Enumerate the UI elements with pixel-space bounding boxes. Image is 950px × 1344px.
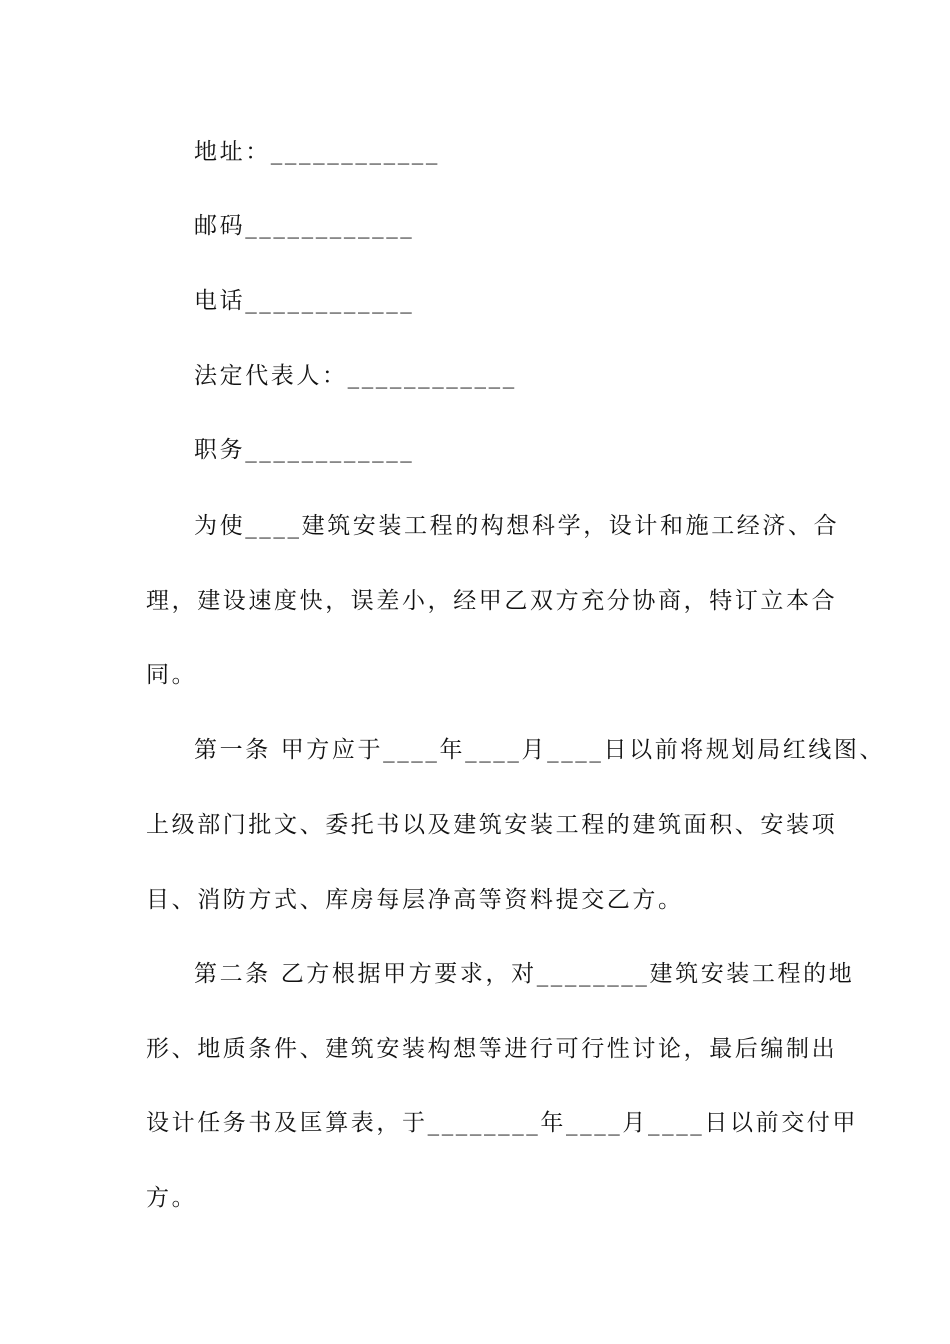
article-1-line-1: 第一条 甲方应于____年____月____日以前将规划局红线图、 <box>194 737 886 763</box>
article-2-line-4: 方。 <box>146 1185 198 1211</box>
preamble-line-3: 同。 <box>146 662 198 688</box>
article-2-line-2: 形、地质条件、建筑安装构想等进行可行性讨论，最后编制出 <box>146 1036 838 1062</box>
article-1-line-3: 目、消防方式、库房每层净高等资料提交乙方。 <box>146 887 684 913</box>
position-field: 职务____________ <box>194 437 415 463</box>
postcode-field: 邮码____________ <box>194 213 415 239</box>
address-field: 地址：____________ <box>194 139 440 165</box>
article-2-line-1: 第二条 乙方根据甲方要求，对________建筑安装工程的地 <box>194 961 855 987</box>
phone-field: 电话____________ <box>194 288 415 314</box>
article-2-line-3: 设计任务书及匡算表，于________年____月____日以前交付甲 <box>146 1110 858 1136</box>
preamble-line-2: 理，建设速度快，误差小，经甲乙双方充分协商，特订立本合 <box>146 588 838 614</box>
article-1-line-2: 上级部门批文、委托书以及建筑安装工程的建筑面积、安装项 <box>146 812 838 838</box>
preamble-line-1: 为使____建筑安装工程的构想科学，设计和施工经济、合 <box>194 513 840 539</box>
legal-representative-field: 法定代表人：____________ <box>194 363 517 389</box>
